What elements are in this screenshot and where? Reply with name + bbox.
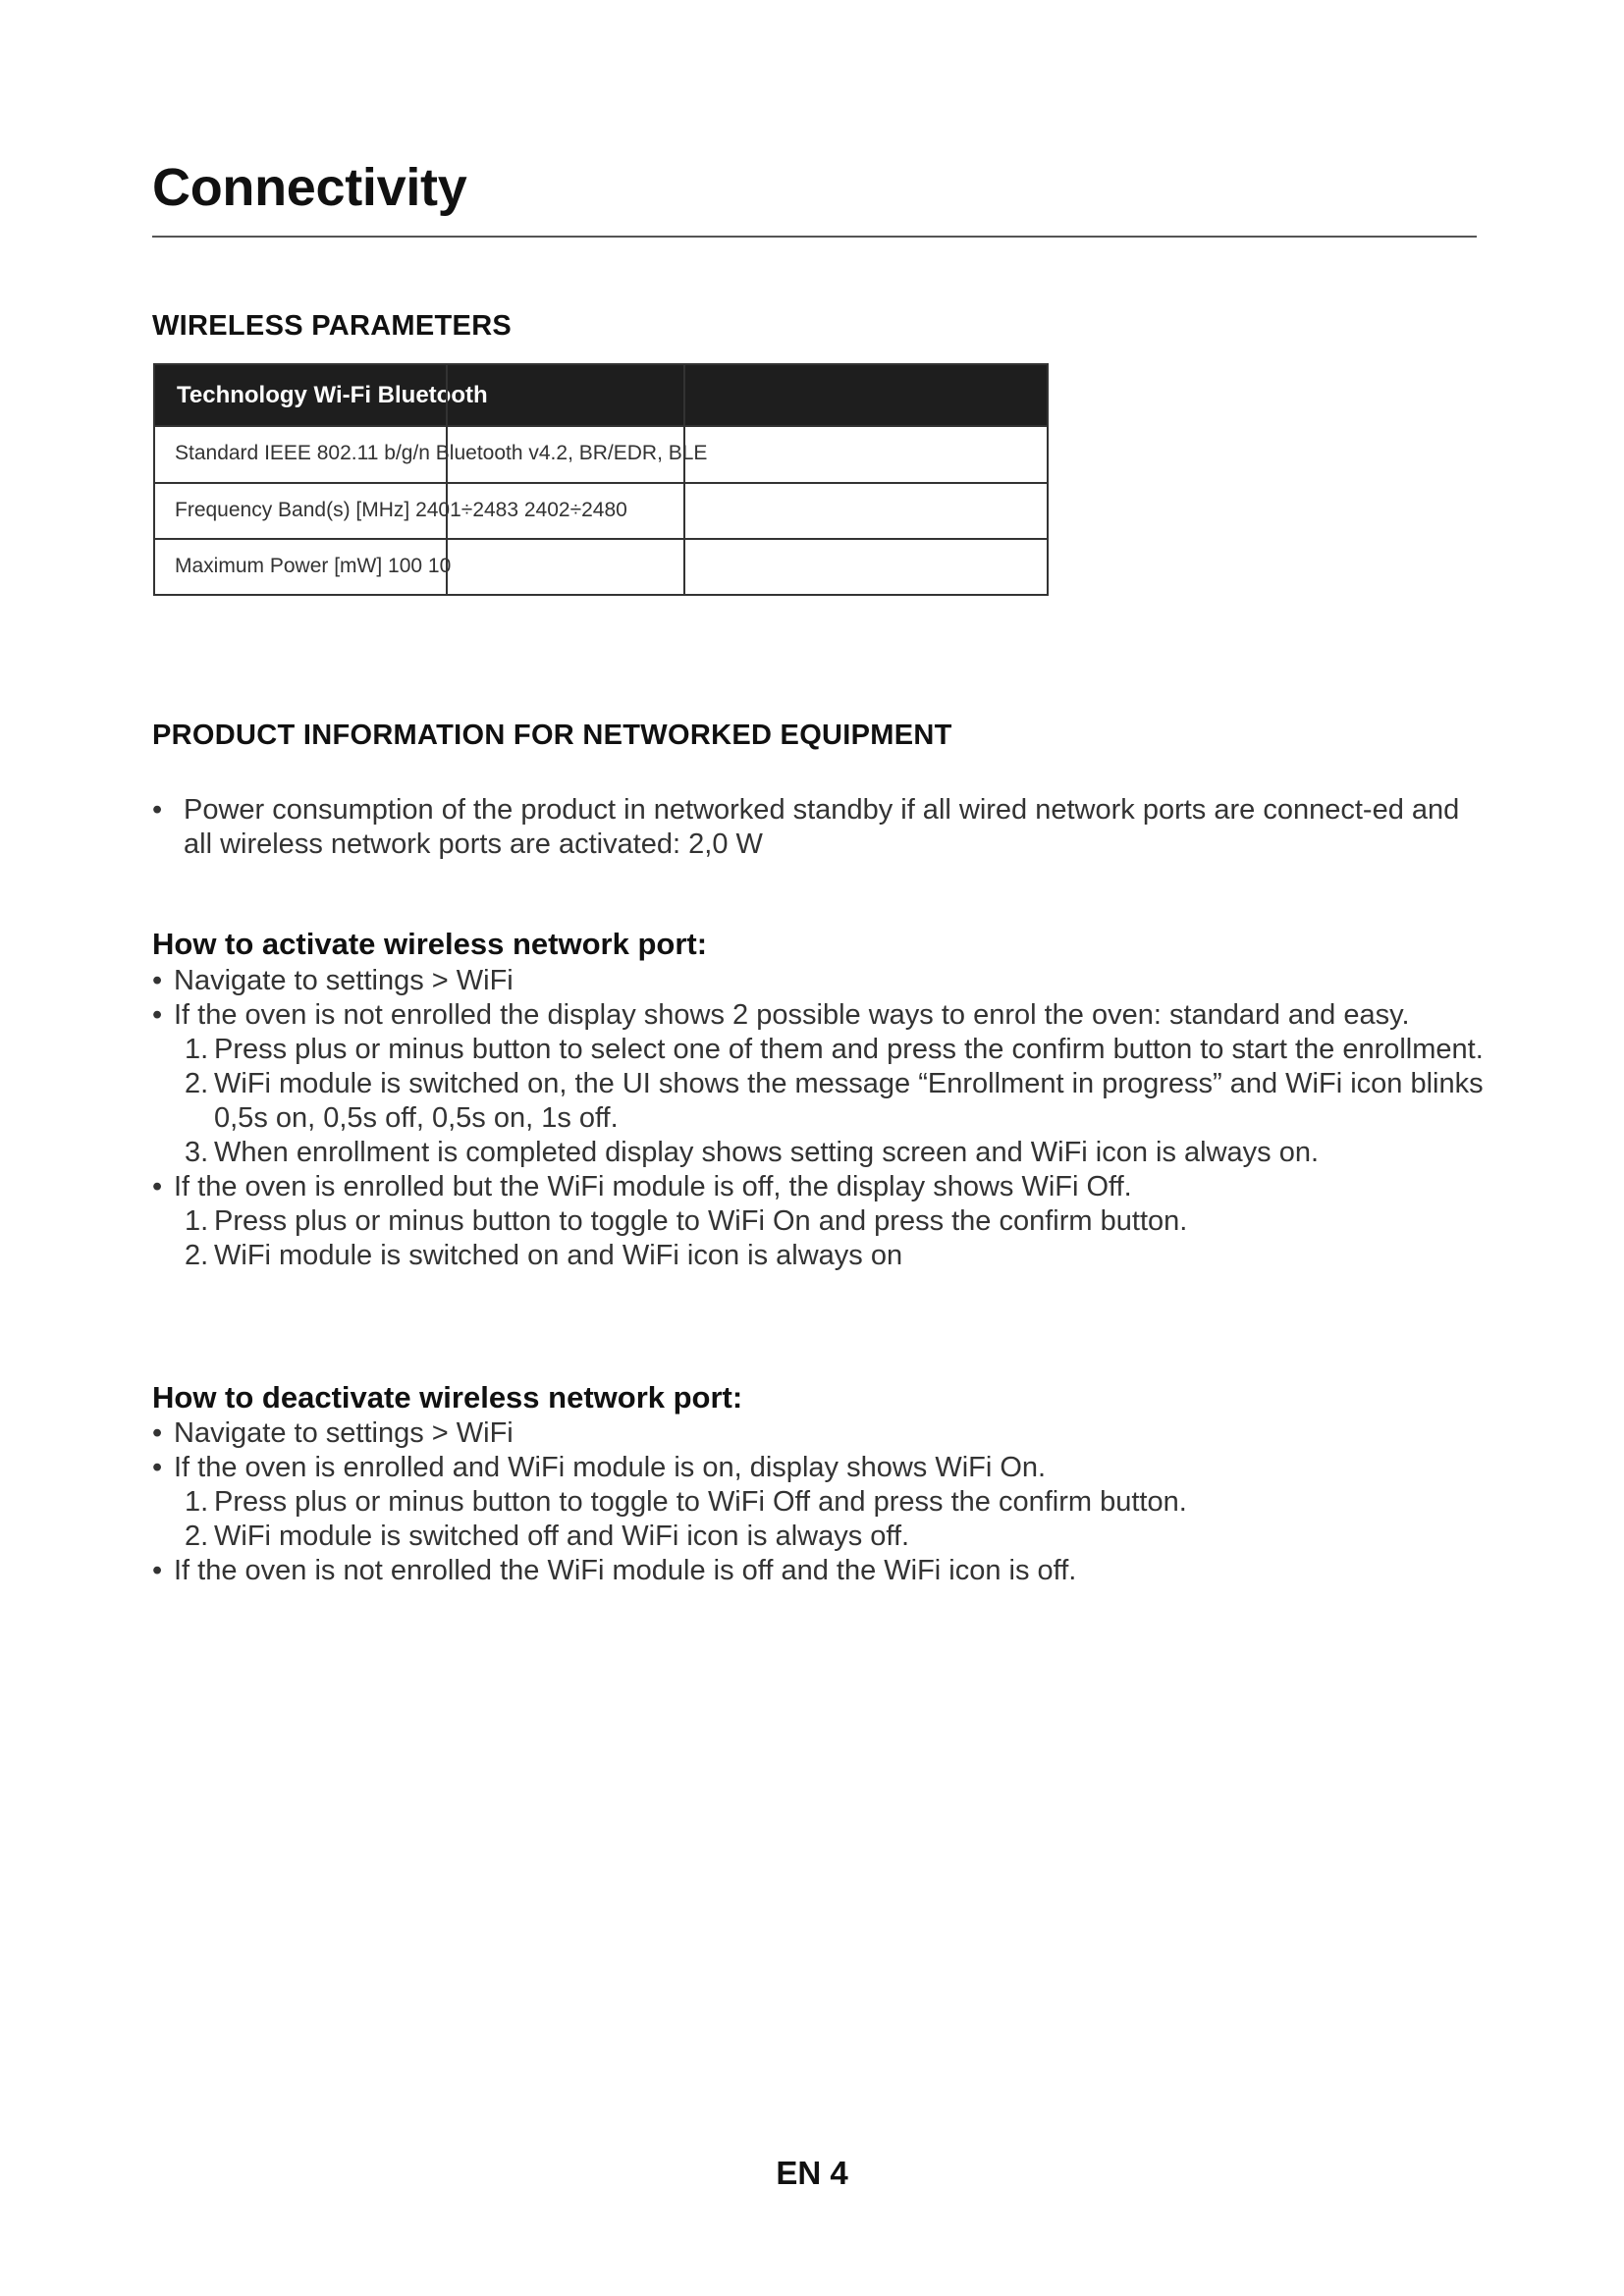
table-column-divider xyxy=(446,365,448,594)
page-title: Connectivity xyxy=(152,158,467,217)
step-text: WiFi module is switched on, the UI shows the message “Enrollment in progress” and WiFi icon blinks 0,5s on, 0,5s off, 0,5s on, 1s off. xyxy=(214,1068,1484,1134)
step-number: 1. xyxy=(185,1205,209,1237)
table-row xyxy=(155,425,1047,482)
step-text: WiFi module is switched off and WiFi icon is always off. xyxy=(214,1521,910,1552)
table-header xyxy=(155,365,1047,425)
list-item: • If the oven is enrolled and WiFi module is on, display shows WiFi On. xyxy=(152,1451,1488,1485)
list-item: • Navigate to settings > WiFi xyxy=(152,964,1488,998)
list-item: • If the oven is enrolled but the WiFi module is off, the display shows WiFi Off. xyxy=(152,1170,1488,1204)
list-item: • If the oven is not enrolled the WiFi module is off and the WiFi icon is off. xyxy=(152,1554,1488,1588)
step-text: Press plus or minus button to select one of them and press the confirm button to start the enrollment. xyxy=(214,1034,1484,1065)
numbered-step xyxy=(152,1033,1488,1067)
list-item: • Navigate to settings > WiFi xyxy=(152,1416,1488,1451)
networked-info-list xyxy=(152,793,1488,862)
table-row-text: Maximum Power [mW] 100 10 xyxy=(175,555,452,577)
step-number: 3. xyxy=(185,1137,209,1168)
title-divider xyxy=(152,236,1477,238)
numbered-step xyxy=(152,1204,1488,1239)
numbered-step xyxy=(152,1067,1488,1136)
numbered-step xyxy=(152,1520,1488,1554)
list-item: • If the oven is not enrolled the display shows 2 possible ways to enrol the oven: standard and easy. xyxy=(152,998,1488,1033)
deactivate-steps-list xyxy=(152,1416,1488,1588)
table-row xyxy=(155,482,1047,539)
table-column-divider xyxy=(683,365,685,594)
page-number: EN 4 xyxy=(776,2155,848,2191)
product-information-heading: PRODUCT INFORMATION FOR NETWORKED EQUIPMENT xyxy=(152,720,952,751)
table-row-text: Frequency Band(s) [MHz] 2401÷2483 2402÷2480 xyxy=(175,499,627,521)
step-text: WiFi module is switched on and WiFi icon is always on xyxy=(214,1240,903,1271)
step-text: Press plus or minus button to toggle to WiFi Off and press the confirm button. xyxy=(214,1486,1187,1518)
activate-heading: How to activate wireless network port: xyxy=(152,927,708,961)
step-number: 1. xyxy=(185,1034,209,1065)
step-text: Press plus or minus button to toggle to WiFi On and press the confirm button. xyxy=(214,1205,1188,1237)
table-row-text: Standard IEEE 802.11 b/g/n Bluetooth v4.2, BR/EDR, BLE xyxy=(175,442,708,464)
step-text: When enrollment is completed display shows setting screen and WiFi icon is always on. xyxy=(214,1137,1320,1168)
step-number: 2. xyxy=(185,1068,209,1099)
table-row xyxy=(155,538,1047,594)
numbered-step xyxy=(152,1485,1488,1520)
deactivate-heading: How to deactivate wireless network port: xyxy=(152,1380,743,1415)
numbered-step xyxy=(152,1239,1488,1273)
numbered-step xyxy=(152,1136,1488,1170)
step-number: 2. xyxy=(185,1240,209,1271)
step-number: 2. xyxy=(185,1521,209,1552)
list-item: • Power consumption of the product in networked standby if all wired network ports are connect-ed and all wireless network ports are activated: 2,0 W xyxy=(152,793,1488,862)
activate-steps-list xyxy=(152,964,1488,1273)
wireless-parameters-heading: WIRELESS PARAMETERS xyxy=(152,310,513,342)
table-header-text: Technology Wi-Fi Bluetooth xyxy=(177,382,488,408)
step-number: 1. xyxy=(185,1486,209,1518)
wireless-parameters-table xyxy=(153,363,1049,596)
